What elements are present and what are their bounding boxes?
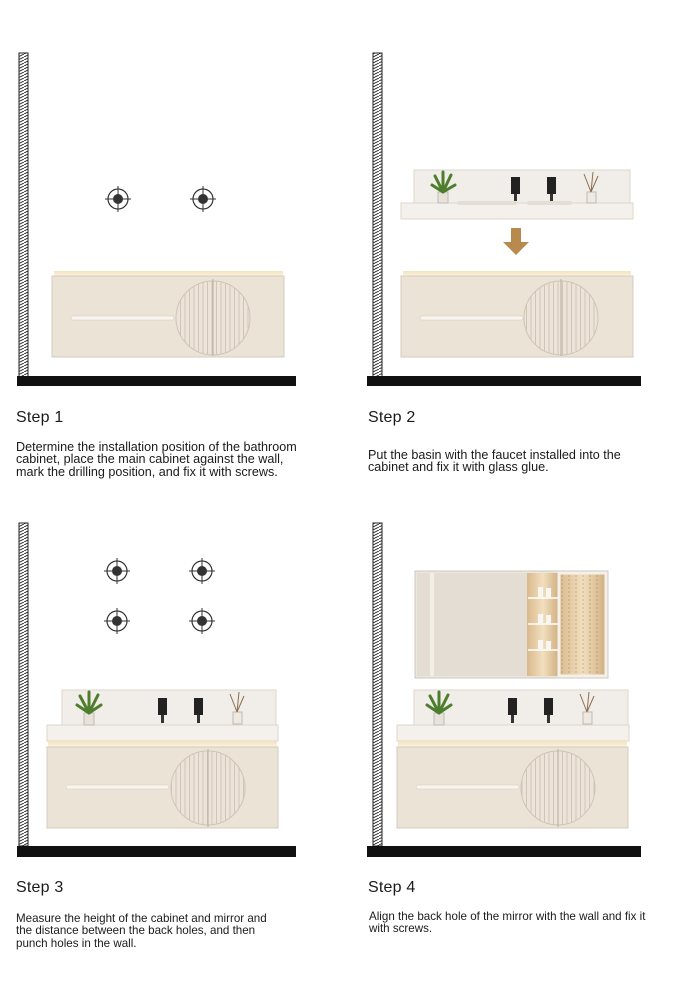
cabinet: [52, 271, 284, 357]
step-4-panel: [337, 500, 673, 1000]
crosshair-drill-mark-icon: [189, 608, 215, 634]
crosshair-drill-mark-icon: [104, 608, 130, 634]
crosshair-drill-mark-icon: [105, 186, 131, 212]
step-4-illustration: [337, 500, 673, 900]
cabinet: [397, 741, 628, 828]
step-title: Step 4: [368, 879, 416, 896]
step-description: Measure the height of the cabinet and mirror and the distance between the back holes, and then punch holes in the wall.: [16, 912, 267, 950]
down-arrow-icon: [503, 228, 529, 255]
hatched-wall-icon: [373, 53, 382, 377]
basin: [397, 690, 629, 741]
mirror-cabinet: [415, 571, 608, 678]
step-title: Step 2: [368, 409, 416, 426]
crosshair-drill-mark-icon: [190, 186, 216, 212]
floor-line: [367, 376, 641, 386]
floor-line: [17, 376, 296, 386]
step-1-panel: [0, 0, 336, 500]
floor-line: [17, 846, 296, 857]
step-2-panel: [337, 0, 673, 500]
hatched-wall-icon: [19, 523, 28, 846]
cabinet: [401, 271, 633, 357]
step-3-illustration: [0, 500, 336, 900]
crosshair-drill-mark-icon: [189, 558, 215, 584]
crosshair-drill-mark-icon: [104, 558, 130, 584]
step-title: Step 3: [16, 879, 64, 896]
floor-line: [367, 846, 641, 857]
step-title: Step 1: [16, 409, 64, 426]
step-3-panel: [0, 500, 336, 1000]
hatched-wall-icon: [373, 523, 382, 846]
cabinet: [47, 741, 278, 828]
hatched-wall-icon: [19, 53, 28, 377]
step-2-illustration: [337, 0, 673, 400]
step-description: Align the back hole of the mirror with the wall and fix it with screws.: [369, 910, 646, 936]
step-1-illustration: [0, 0, 336, 400]
step-description: Determine the installation position of the bathroom cabinet, place the main cabinet against the wall, mark the drilling position, and fix it with screws.: [16, 440, 297, 479]
basin: [47, 690, 278, 741]
basin: [401, 170, 633, 219]
step-description: Put the basin with the faucet installed into the cabinet and fix it with glass glue.: [368, 448, 621, 475]
